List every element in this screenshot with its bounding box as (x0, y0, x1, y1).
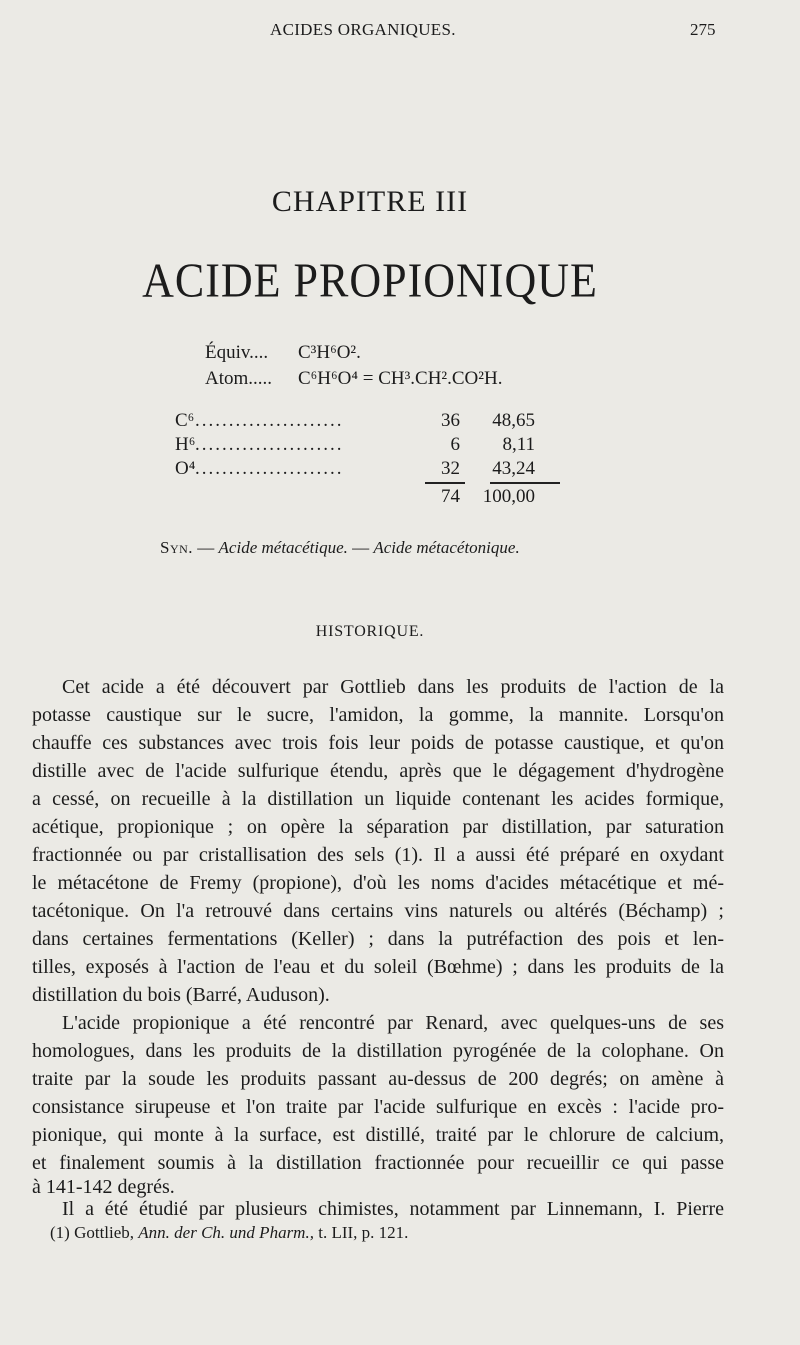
composition-row-carbon (175, 410, 565, 434)
total-mass: 74 (441, 486, 460, 507)
body-line: consistance sirupeuse et l'on traite par l'acide sulfurique en excès : l'acide pro- (32, 1096, 724, 1118)
body-line: homologues, dans les produits de la distillation pyrogénée de la colophane. On (32, 1040, 724, 1062)
body-line: acétique, propionique ; on opère la séparation par distillation, par saturation (32, 816, 724, 838)
dash: — (352, 538, 370, 557)
percent-value: 43,24 (492, 458, 535, 479)
composition-row-oxygen (175, 458, 565, 482)
synonyms-line (160, 538, 520, 558)
synonym-1: Acide métacétique. (218, 538, 348, 557)
element-symbol: C⁶ (175, 410, 195, 431)
mass-value: 6 (450, 434, 460, 455)
total-percent: 100,00 (482, 486, 535, 507)
composition-totals (175, 486, 565, 510)
footnote-journal: Ann. der Ch. und Pharm., (138, 1223, 314, 1242)
element-symbol: H⁶ (175, 434, 196, 455)
body-line: a cessé, on recueille à la distillation un liquide contenant les acides formique, (32, 788, 724, 810)
leader-dots: ...................... (195, 434, 344, 455)
body-line: traite par la soude les produits passant au-dessus de 200 degrés; on amène à (32, 1068, 724, 1090)
percent-value: 8,11 (502, 434, 535, 455)
mass-value: 36 (441, 410, 460, 431)
body-line: potasse caustique sur le sucre, l'amidon, la gomme, la mannite. Lorsqu'on (32, 704, 724, 726)
synonyms-label: Syn. (160, 538, 194, 557)
page-title: ACIDE PROPIONIQUE (142, 253, 598, 308)
leader-dots: ...................... (195, 458, 344, 479)
atom-label: Atom..... (205, 368, 273, 389)
page-number: 275 (690, 20, 716, 39)
synonym-2: Acide métacétonique. (373, 538, 520, 557)
leader-dots: ...................... (195, 410, 344, 431)
body-line: le métacétone de Fremy (propione), d'où les noms d'acides métacétique et mé- (32, 872, 724, 894)
section-heading-historique: HISTORIQUE. (315, 623, 425, 640)
body-line: pionique, qui monte à la surface, est distillé, traité par le chlorure de calcium, (32, 1124, 724, 1146)
body-line: à 141-142 degrés. (32, 1176, 175, 1198)
dash: — (197, 538, 215, 557)
atom-formula: C⁶H⁶O⁴ = CH³.CH².CO²H. (298, 368, 503, 389)
footnote-mark: (1) (50, 1223, 70, 1242)
sum-rule-mass (425, 482, 465, 484)
body-line: fractionnée ou par cristallisation des sels (1). Il a aussi été préparé en oxydant (32, 844, 724, 866)
body-line: distillation du bois (Barré, Auduson). (32, 984, 330, 1006)
element-symbol: O⁴ (175, 458, 196, 479)
equiv-label: Équiv.... (205, 342, 269, 363)
body-line: distille avec de l'acide sulfurique étendu, après que le dégagement d'hydrogène (32, 760, 724, 782)
body-line: dans certaines fermentations (Keller) ; dans la putréfaction des pois et len- (32, 928, 724, 950)
footnote (50, 1223, 408, 1243)
equiv-formula: C³H⁶O². (298, 342, 361, 363)
percent-value: 48,65 (492, 410, 535, 431)
body-line: tilles, exposés à l'action de l'eau et du soleil (Bœhme) ; dans les produits de la (32, 956, 724, 978)
footnote-author: Gottlieb, (74, 1223, 135, 1242)
body-line: Il a été étudié par plusieurs chimistes, notamment par Linnemann, I. Pierre (62, 1198, 724, 1220)
running-header: ACIDES ORGANIQUES. (270, 20, 456, 39)
chapter-heading: CHAPITRE III (271, 185, 469, 218)
body-line: et finalement soumis à la distillation fractionnée pour recueillir ce qui passe (32, 1152, 724, 1174)
mass-value: 32 (441, 458, 460, 479)
composition-row-hydrogen (175, 434, 565, 458)
body-line: chauffe ces substances avec trois fois leur poids de potasse caustique, et qu'on (32, 732, 724, 754)
body-line: Cet acide a été découvert par Gottlieb dans les produits de l'action de la (62, 676, 724, 698)
body-line: tacétonique. On l'a retrouvé dans certains vins naturels ou altérés (Béchamp) ; (32, 900, 724, 922)
sum-rule-percent (490, 482, 560, 484)
footnote-ref: t. LII, p. 121. (318, 1223, 409, 1242)
body-line: L'acide propionique a été rencontré par Renard, avec quelques-uns de ses (62, 1012, 724, 1034)
